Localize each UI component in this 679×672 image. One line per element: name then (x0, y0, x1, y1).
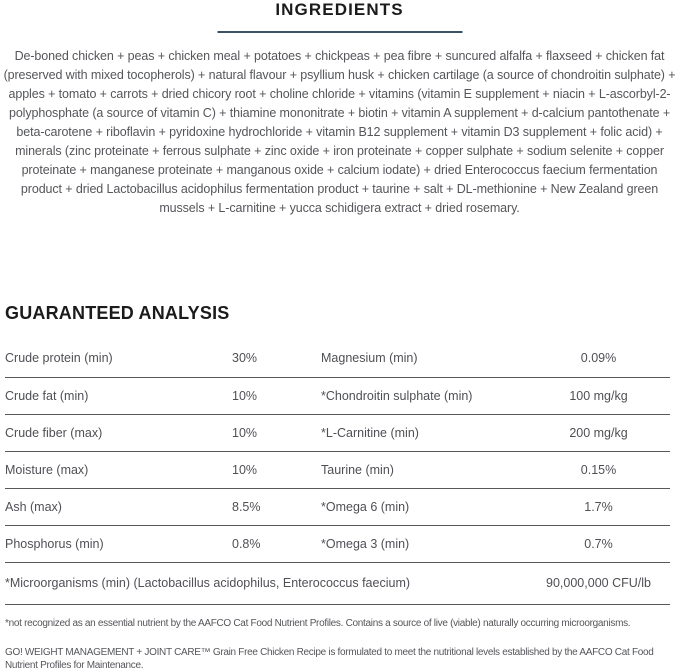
analysis-label: *Omega 3 (min) (321, 525, 527, 562)
analysis-row (5, 414, 670, 451)
analysis-label: *L-Carnitine (min) (321, 414, 527, 451)
analysis-label: Phosphorus (min) (5, 525, 232, 562)
analysis-label: Crude fiber (max) (5, 414, 232, 451)
analysis-row (5, 525, 670, 562)
analysis-row (5, 488, 670, 525)
title-underline-rule (217, 31, 462, 33)
analysis-label: Magnesium (min) (321, 340, 527, 377)
analysis-value: 1.7% (527, 488, 670, 525)
analysis-value: 8.5% (232, 488, 321, 525)
analysis-value: 10% (232, 414, 321, 451)
analysis-label: *Omega 6 (min) (321, 488, 527, 525)
analysis-row-microorganisms (5, 562, 670, 604)
aafco-statement: GO! WEIGHT MANAGEMENT + JOINT CARE™ Grain Free Chicken Recipe is formulated to meet the nutritional levels established by the AAFCO Cat Food Nutrient Profiles for Maintenance. (5, 647, 654, 671)
analysis-label: Crude fat (min) (5, 377, 232, 414)
analysis-label: Crude protein (min) (5, 340, 232, 377)
analysis-value: 0.7% (527, 525, 670, 562)
analysis-label: Taurine (min) (321, 451, 527, 488)
analysis-label: *Microorganisms (min) (Lactobacillus acidophilus, Enterococcus faecium) (5, 562, 527, 604)
analysis-value: 0.8% (232, 525, 321, 562)
analysis-label: *Chondroitin sulphate (min) (321, 377, 527, 414)
analysis-value: 0.15% (527, 451, 670, 488)
analysis-value: 10% (232, 451, 321, 488)
analysis-row (5, 340, 670, 377)
guaranteed-analysis-table (5, 340, 670, 605)
ingredients-title: INGREDIENTS (275, 0, 404, 19)
analysis-value: 10% (232, 377, 321, 414)
analysis-value: 90,000,000 CFU/lb (527, 562, 670, 604)
analysis-label: Moisture (max) (5, 451, 232, 488)
analysis-value: 0.09% (527, 340, 670, 377)
guaranteed-analysis-title: GUARANTEED ANALYSIS (5, 303, 230, 323)
analysis-value: 200 mg/kg (527, 414, 670, 451)
asterisk-footnote: *not recognized as an essential nutrient by the AAFCO Cat Food Nutrient Profiles. Contains a source of live (viable) naturally occurring microorganisms. (5, 618, 631, 629)
ingredients-paragraph: De-boned chicken + peas + chicken meal + potatoes + chickpeas + pea fibre + suncured alfalfa + flaxseed + chicken fat (preserved with mixed tocopherols) + natural flavour + psyllium husk + chicken cartilage (a source of chondroitin sulphate) + apples + tomato + carrots + dried chicory root + choline chloride + vitamins (vitamin E supplement + niacin + L-ascorbyl-2-polyphosphate (a source of vitamin C) + thiamine mononitrate + biotin + vitamin A supplement + d-calcium pantothenate + beta-carotene + riboflavin + pyridoxine hydrochloride + vitamin B12 supplement + vitamin D3 supplement + folic acid) + minerals (zinc proteinate + ferrous sulphate + zinc oxide + iron proteinate + copper sulphate + sodium selenite + copper proteinate + manganese proteinate + manganous oxide + calcium iodate) + dried Enterococcus faecium fermentation product + dried Lactobacillus acidophilus fermentation product + taurine + salt + DL-methionine + New Zealand green mussels + L-carnitine + yucca schidigera extract + dried rosemary. (3, 49, 676, 215)
analysis-value: 100 mg/kg (527, 377, 670, 414)
analysis-value: 30% (232, 340, 321, 377)
analysis-row (5, 451, 670, 488)
analysis-label: Ash (max) (5, 488, 232, 525)
analysis-row (5, 377, 670, 414)
